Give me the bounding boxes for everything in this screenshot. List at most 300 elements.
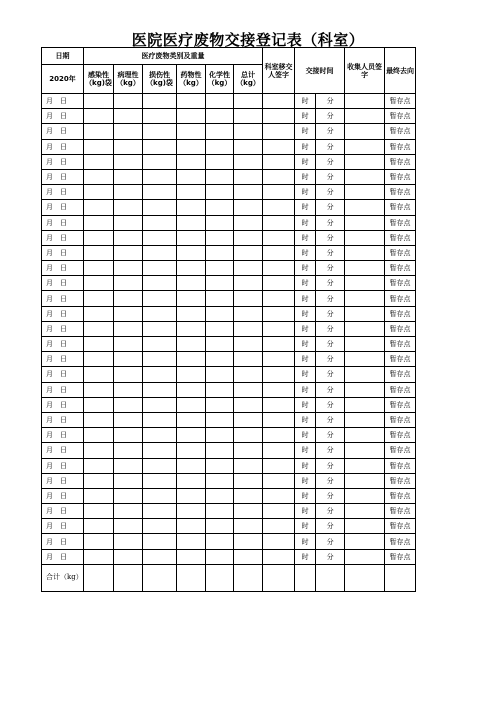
infectious-cell[interactable] [84,337,114,352]
minute-cell[interactable]: 分 [316,306,345,321]
chemical-cell[interactable] [206,200,234,215]
total-cell[interactable] [234,109,263,124]
dept-sign-cell[interactable] [263,504,295,519]
date-cell[interactable] [42,154,84,169]
infectious-cell[interactable] [84,397,114,412]
damaging-cell[interactable] [143,504,177,519]
pharmaceutical-cell[interactable] [177,412,206,427]
total-value-cell[interactable] [345,564,385,591]
collector-sign-cell[interactable] [345,109,385,124]
dept-sign-cell[interactable] [263,154,295,169]
total-value-cell[interactable] [206,564,234,591]
pathological-cell[interactable] [114,245,143,260]
infectious-cell[interactable] [84,245,114,260]
infectious-cell[interactable] [84,412,114,427]
collector-sign-cell[interactable] [345,154,385,169]
minute-cell[interactable]: 分 [316,109,345,124]
dept-sign-cell[interactable] [263,428,295,443]
dept-sign-cell[interactable] [263,382,295,397]
pharmaceutical-cell[interactable] [177,94,206,109]
hour-cell[interactable]: 时 [295,124,316,139]
chemical-cell[interactable] [206,169,234,184]
total-cell[interactable] [234,412,263,427]
total-cell[interactable] [234,291,263,306]
pathological-cell[interactable] [114,519,143,534]
pharmaceutical-cell[interactable] [177,230,206,245]
minute-cell[interactable]: 分 [316,397,345,412]
dept-sign-cell[interactable] [263,549,295,564]
dept-sign-cell[interactable] [263,443,295,458]
dept-sign-cell[interactable] [263,519,295,534]
hour-cell[interactable]: 时 [295,306,316,321]
damaging-cell[interactable] [143,276,177,291]
collector-sign-cell[interactable] [345,291,385,306]
dept-sign-cell[interactable] [263,185,295,200]
pharmaceutical-cell[interactable] [177,549,206,564]
total-cell[interactable] [234,428,263,443]
infectious-cell[interactable] [84,504,114,519]
collector-sign-cell[interactable] [345,230,385,245]
damaging-cell[interactable] [143,230,177,245]
minute-cell[interactable]: 分 [316,458,345,473]
collector-sign-cell[interactable] [345,352,385,367]
chemical-cell[interactable] [206,549,234,564]
pathological-cell[interactable] [114,124,143,139]
pharmaceutical-cell[interactable] [177,200,206,215]
total-cell[interactable] [234,261,263,276]
chemical-cell[interactable] [206,245,234,260]
damaging-cell[interactable] [143,458,177,473]
minute-cell[interactable]: 分 [316,139,345,154]
date-cell[interactable] [42,185,84,200]
total-cell[interactable] [234,200,263,215]
damaging-cell[interactable] [143,321,177,336]
collector-sign-cell[interactable] [345,443,385,458]
pathological-cell[interactable] [114,230,143,245]
collector-sign-cell[interactable] [345,139,385,154]
date-cell[interactable] [42,291,84,306]
infectious-cell[interactable] [84,139,114,154]
dept-sign-cell[interactable] [263,261,295,276]
infectious-cell[interactable] [84,291,114,306]
dept-sign-cell[interactable] [263,245,295,260]
chemical-cell[interactable] [206,185,234,200]
minute-cell[interactable]: 分 [316,352,345,367]
date-cell[interactable] [42,245,84,260]
collector-sign-cell[interactable] [345,504,385,519]
dept-sign-cell[interactable] [263,230,295,245]
total-cell[interactable] [234,443,263,458]
collector-sign-cell[interactable] [345,534,385,549]
total-value-cell[interactable] [263,564,295,591]
infectious-cell[interactable] [84,276,114,291]
damaging-cell[interactable] [143,245,177,260]
dept-sign-cell[interactable] [263,397,295,412]
dept-sign-cell[interactable] [263,291,295,306]
total-cell[interactable] [234,245,263,260]
pharmaceutical-cell[interactable] [177,443,206,458]
date-cell[interactable] [42,109,84,124]
date-cell[interactable] [42,412,84,427]
total-cell[interactable] [234,321,263,336]
pathological-cell[interactable] [114,412,143,427]
collector-sign-cell[interactable] [345,473,385,488]
collector-sign-cell[interactable] [345,276,385,291]
hour-cell[interactable]: 时 [295,473,316,488]
minute-cell[interactable]: 分 [316,321,345,336]
hour-cell[interactable]: 时 [295,169,316,184]
total-cell[interactable] [234,94,263,109]
hour-cell[interactable]: 时 [295,519,316,534]
dept-sign-cell[interactable] [263,215,295,230]
hour-cell[interactable]: 时 [295,154,316,169]
pathological-cell[interactable] [114,367,143,382]
hour-cell[interactable]: 时 [295,428,316,443]
infectious-cell[interactable] [84,549,114,564]
pharmaceutical-cell[interactable] [177,519,206,534]
date-cell[interactable] [42,200,84,215]
pharmaceutical-cell[interactable] [177,352,206,367]
total-cell[interactable] [234,124,263,139]
minute-cell[interactable]: 分 [316,428,345,443]
total-cell[interactable] [234,215,263,230]
total-value-cell[interactable] [385,564,416,591]
damaging-cell[interactable] [143,200,177,215]
pathological-cell[interactable] [114,109,143,124]
infectious-cell[interactable] [84,230,114,245]
hour-cell[interactable]: 时 [295,215,316,230]
infectious-cell[interactable] [84,94,114,109]
chemical-cell[interactable] [206,261,234,276]
infectious-cell[interactable] [84,458,114,473]
date-cell[interactable] [42,124,84,139]
pharmaceutical-cell[interactable] [177,337,206,352]
chemical-cell[interactable] [206,291,234,306]
hour-cell[interactable]: 时 [295,337,316,352]
hour-cell[interactable]: 时 [295,534,316,549]
pharmaceutical-cell[interactable] [177,504,206,519]
collector-sign-cell[interactable] [345,519,385,534]
hour-cell[interactable]: 时 [295,504,316,519]
chemical-cell[interactable] [206,352,234,367]
pathological-cell[interactable] [114,473,143,488]
damaging-cell[interactable] [143,519,177,534]
hour-cell[interactable]: 时 [295,352,316,367]
chemical-cell[interactable] [206,443,234,458]
pharmaceutical-cell[interactable] [177,428,206,443]
minute-cell[interactable]: 分 [316,473,345,488]
pathological-cell[interactable] [114,291,143,306]
collector-sign-cell[interactable] [345,261,385,276]
chemical-cell[interactable] [206,534,234,549]
chemical-cell[interactable] [206,412,234,427]
date-cell[interactable] [42,367,84,382]
minute-cell[interactable]: 分 [316,488,345,503]
chemical-cell[interactable] [206,306,234,321]
date-cell[interactable] [42,519,84,534]
dept-sign-cell[interactable] [263,412,295,427]
pharmaceutical-cell[interactable] [177,397,206,412]
minute-cell[interactable]: 分 [316,200,345,215]
minute-cell[interactable]: 分 [316,261,345,276]
date-cell[interactable] [42,428,84,443]
total-value-cell[interactable] [316,564,345,591]
pharmaceutical-cell[interactable] [177,169,206,184]
dept-sign-cell[interactable] [263,124,295,139]
chemical-cell[interactable] [206,124,234,139]
minute-cell[interactable]: 分 [316,519,345,534]
chemical-cell[interactable] [206,230,234,245]
damaging-cell[interactable] [143,549,177,564]
date-cell[interactable] [42,488,84,503]
minute-cell[interactable]: 分 [316,412,345,427]
collector-sign-cell[interactable] [345,321,385,336]
total-cell[interactable] [234,230,263,245]
dept-sign-cell[interactable] [263,337,295,352]
collector-sign-cell[interactable] [345,124,385,139]
hour-cell[interactable]: 时 [295,382,316,397]
hour-cell[interactable]: 时 [295,488,316,503]
pathological-cell[interactable] [114,276,143,291]
hour-cell[interactable]: 时 [295,367,316,382]
date-cell[interactable] [42,215,84,230]
date-cell[interactable] [42,94,84,109]
dept-sign-cell[interactable] [263,321,295,336]
chemical-cell[interactable] [206,504,234,519]
pharmaceutical-cell[interactable] [177,154,206,169]
hour-cell[interactable]: 时 [295,412,316,427]
total-value-cell[interactable] [84,564,114,591]
pharmaceutical-cell[interactable] [177,139,206,154]
damaging-cell[interactable] [143,382,177,397]
infectious-cell[interactable] [84,261,114,276]
collector-sign-cell[interactable] [345,458,385,473]
collector-sign-cell[interactable] [345,397,385,412]
hour-cell[interactable]: 时 [295,261,316,276]
dept-sign-cell[interactable] [263,276,295,291]
dept-sign-cell[interactable] [263,488,295,503]
total-cell[interactable] [234,488,263,503]
hour-cell[interactable]: 时 [295,443,316,458]
damaging-cell[interactable] [143,534,177,549]
total-cell[interactable] [234,169,263,184]
damaging-cell[interactable] [143,139,177,154]
total-value-cell[interactable] [234,564,263,591]
infectious-cell[interactable] [84,352,114,367]
infectious-cell[interactable] [84,185,114,200]
minute-cell[interactable]: 分 [316,504,345,519]
damaging-cell[interactable] [143,185,177,200]
total-value-cell[interactable] [143,564,177,591]
chemical-cell[interactable] [206,321,234,336]
pharmaceutical-cell[interactable] [177,185,206,200]
minute-cell[interactable]: 分 [316,337,345,352]
total-cell[interactable] [234,139,263,154]
infectious-cell[interactable] [84,321,114,336]
chemical-cell[interactable] [206,109,234,124]
total-cell[interactable] [234,276,263,291]
dept-sign-cell[interactable] [263,139,295,154]
collector-sign-cell[interactable] [345,185,385,200]
minute-cell[interactable]: 分 [316,276,345,291]
hour-cell[interactable]: 时 [295,321,316,336]
total-cell[interactable] [234,534,263,549]
pharmaceutical-cell[interactable] [177,458,206,473]
pathological-cell[interactable] [114,154,143,169]
dept-sign-cell[interactable] [263,94,295,109]
total-value-cell[interactable] [295,564,316,591]
pathological-cell[interactable] [114,352,143,367]
damaging-cell[interactable] [143,94,177,109]
collector-sign-cell[interactable] [345,549,385,564]
total-cell[interactable] [234,519,263,534]
date-cell[interactable] [42,139,84,154]
infectious-cell[interactable] [84,382,114,397]
total-cell[interactable] [234,549,263,564]
damaging-cell[interactable] [143,169,177,184]
minute-cell[interactable]: 分 [316,245,345,260]
collector-sign-cell[interactable] [345,382,385,397]
pathological-cell[interactable] [114,215,143,230]
date-cell[interactable] [42,276,84,291]
dept-sign-cell[interactable] [263,306,295,321]
infectious-cell[interactable] [84,215,114,230]
pathological-cell[interactable] [114,261,143,276]
pharmaceutical-cell[interactable] [177,382,206,397]
chemical-cell[interactable] [206,337,234,352]
pharmaceutical-cell[interactable] [177,306,206,321]
collector-sign-cell[interactable] [345,200,385,215]
total-cell[interactable] [234,367,263,382]
pharmaceutical-cell[interactable] [177,473,206,488]
chemical-cell[interactable] [206,519,234,534]
chemical-cell[interactable] [206,397,234,412]
minute-cell[interactable]: 分 [316,534,345,549]
pathological-cell[interactable] [114,185,143,200]
date-cell[interactable] [42,230,84,245]
minute-cell[interactable]: 分 [316,367,345,382]
infectious-cell[interactable] [84,169,114,184]
minute-cell[interactable]: 分 [316,154,345,169]
pathological-cell[interactable] [114,443,143,458]
hour-cell[interactable]: 时 [295,230,316,245]
chemical-cell[interactable] [206,94,234,109]
chemical-cell[interactable] [206,382,234,397]
hour-cell[interactable]: 时 [295,139,316,154]
chemical-cell[interactable] [206,367,234,382]
pathological-cell[interactable] [114,200,143,215]
pathological-cell[interactable] [114,382,143,397]
infectious-cell[interactable] [84,109,114,124]
total-cell[interactable] [234,397,263,412]
infectious-cell[interactable] [84,473,114,488]
pathological-cell[interactable] [114,321,143,336]
damaging-cell[interactable] [143,443,177,458]
pathological-cell[interactable] [114,94,143,109]
chemical-cell[interactable] [206,473,234,488]
date-cell[interactable] [42,458,84,473]
pharmaceutical-cell[interactable] [177,109,206,124]
pharmaceutical-cell[interactable] [177,321,206,336]
collector-sign-cell[interactable] [345,337,385,352]
collector-sign-cell[interactable] [345,245,385,260]
dept-sign-cell[interactable] [263,458,295,473]
damaging-cell[interactable] [143,367,177,382]
pharmaceutical-cell[interactable] [177,261,206,276]
pharmaceutical-cell[interactable] [177,276,206,291]
minute-cell[interactable]: 分 [316,230,345,245]
collector-sign-cell[interactable] [345,306,385,321]
damaging-cell[interactable] [143,154,177,169]
dept-sign-cell[interactable] [263,169,295,184]
total-value-cell[interactable] [114,564,143,591]
pathological-cell[interactable] [114,458,143,473]
pathological-cell[interactable] [114,504,143,519]
collector-sign-cell[interactable] [345,215,385,230]
collector-sign-cell[interactable] [345,94,385,109]
date-cell[interactable] [42,443,84,458]
infectious-cell[interactable] [84,534,114,549]
damaging-cell[interactable] [143,428,177,443]
collector-sign-cell[interactable] [345,169,385,184]
chemical-cell[interactable] [206,458,234,473]
minute-cell[interactable]: 分 [316,549,345,564]
damaging-cell[interactable] [143,306,177,321]
damaging-cell[interactable] [143,291,177,306]
date-cell[interactable] [42,504,84,519]
damaging-cell[interactable] [143,397,177,412]
pharmaceutical-cell[interactable] [177,124,206,139]
pharmaceutical-cell[interactable] [177,488,206,503]
total-value-cell[interactable] [177,564,206,591]
pathological-cell[interactable] [114,397,143,412]
minute-cell[interactable]: 分 [316,215,345,230]
total-cell[interactable] [234,337,263,352]
total-cell[interactable] [234,185,263,200]
pathological-cell[interactable] [114,549,143,564]
damaging-cell[interactable] [143,261,177,276]
hour-cell[interactable]: 时 [295,245,316,260]
date-cell[interactable] [42,397,84,412]
pathological-cell[interactable] [114,337,143,352]
hour-cell[interactable]: 时 [295,397,316,412]
date-cell[interactable] [42,169,84,184]
pathological-cell[interactable] [114,534,143,549]
date-cell[interactable] [42,473,84,488]
damaging-cell[interactable] [143,488,177,503]
pharmaceutical-cell[interactable] [177,215,206,230]
hour-cell[interactable]: 时 [295,549,316,564]
total-cell[interactable] [234,382,263,397]
collector-sign-cell[interactable] [345,428,385,443]
total-cell[interactable] [234,473,263,488]
minute-cell[interactable]: 分 [316,124,345,139]
date-cell[interactable] [42,261,84,276]
chemical-cell[interactable] [206,276,234,291]
dept-sign-cell[interactable] [263,200,295,215]
collector-sign-cell[interactable] [345,367,385,382]
date-cell[interactable] [42,337,84,352]
minute-cell[interactable]: 分 [316,291,345,306]
chemical-cell[interactable] [206,139,234,154]
pharmaceutical-cell[interactable] [177,367,206,382]
chemical-cell[interactable] [206,154,234,169]
hour-cell[interactable]: 时 [295,276,316,291]
hour-cell[interactable]: 时 [295,200,316,215]
minute-cell[interactable]: 分 [316,382,345,397]
date-cell[interactable] [42,321,84,336]
damaging-cell[interactable] [143,109,177,124]
